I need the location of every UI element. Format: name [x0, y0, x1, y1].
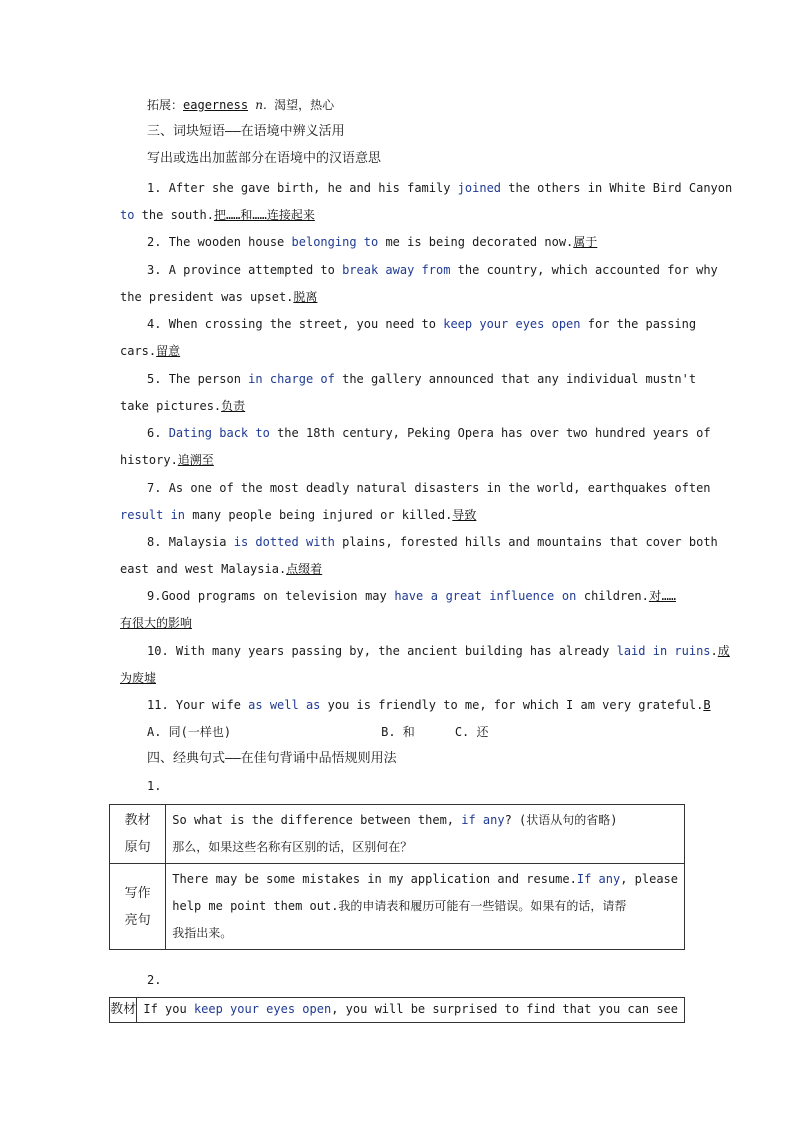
answer: 有很大的影响: [120, 616, 193, 630]
table1-number: 1.: [147, 779, 162, 793]
answer: B: [703, 698, 711, 712]
answer: 留意: [156, 344, 181, 358]
option-c: C. 还: [454, 725, 489, 739]
answer: 对……: [648, 589, 677, 603]
item-6-line2: history.追溯至: [120, 453, 214, 467]
table-header-cell: 教材: [110, 998, 137, 1023]
item-5-line1: 5. The person in charge of the gallery announced that any individual mustn't: [147, 372, 697, 386]
item-4-line1: 4. When crossing the street, you need to keep your eyes open for the passing: [147, 317, 697, 331]
answer: 点缀着: [286, 562, 323, 576]
answer: 成: [717, 644, 730, 658]
answer: 为废墟: [120, 671, 157, 685]
table-header-cell: 写作 亮句: [110, 864, 166, 950]
answer: 脱离: [293, 290, 318, 304]
table-row: [110, 998, 685, 1023]
item-8-line1: 8. Malaysia is dotted with plains, forested hills and mountains that cover both: [147, 535, 718, 549]
item-7-line2: result in many people being injured or killed.导致: [120, 508, 477, 522]
table-header-cell: 教材 原句: [110, 805, 166, 864]
sentence-table-1: [109, 804, 685, 950]
item-7-line1: 7. As one of the most deadly natural disasters in the world, earthquakes often: [147, 481, 711, 495]
table-content-cell: So what is the difference between them, if any? (状语从句的省略) 那么，如果这些名称有区别的话，区别何在？: [166, 805, 685, 864]
item-6-line1: 6. Dating back to the 18th century, Peking Opera has over two hundred years of: [147, 426, 711, 440]
extension-line: 拓展：eagerness n. 渴望，热心: [147, 98, 335, 112]
table-content-cell: There may be some mistakes in my application and resume.If any, please help me point them out.我的申请表和履历可能有一些错误。如果有的话，请帮 我指出来。: [166, 864, 685, 950]
answer: 把……和……连接起来: [213, 208, 315, 222]
item-2-line1: 2. The wooden house belonging to me is being decorated now.属于: [147, 235, 598, 249]
item-9-line2: [120, 615, 676, 631]
item-3-line1: 3. A province attempted to break away from the country, which accounted for why: [147, 263, 718, 277]
section3-instruction: 写出或选出加蓝部分在语境中的汉语意思: [147, 151, 382, 166]
answer: 负责: [221, 399, 246, 413]
table-row: [110, 805, 685, 864]
item-10-line2: [120, 670, 676, 686]
sentence-table-2: [109, 997, 685, 1023]
item-11-options: [147, 724, 676, 740]
option-a: A. 同(一样也): [147, 725, 232, 739]
item-1-line1: 1. After she gave birth, he and his family joined the others in White Bird Canyon: [147, 181, 733, 195]
section4-title: 四、经典句式——在佳句背诵中品悟规则用法: [147, 751, 397, 766]
table-content-cell: If you keep your eyes open, you will be surprised to find that you can see: [137, 998, 685, 1023]
section3-title: 三、词块短语——在语境中辨义活用: [147, 124, 345, 139]
item-5-line2: take pictures.负责: [120, 399, 246, 413]
answer: 导致: [452, 508, 477, 522]
item-3-line2: the president was upset.脱离: [120, 290, 318, 304]
table-row: [110, 864, 685, 950]
item-10-line1: 10. With many years passing by, the ancient building has already laid in ruins.成: [147, 644, 730, 658]
option-b: B. 和: [381, 725, 415, 739]
item-8-line2: east and west Malaysia.点缀着: [120, 562, 323, 576]
table2-number: 2.: [147, 973, 162, 987]
item-1-line2: to the south.把……和……连接起来: [120, 208, 315, 222]
item-9-line1: 9.Good programs on television may have a great influence on children.对……: [147, 589, 677, 603]
answer: 属于: [573, 235, 598, 249]
item-11-line1: 11. Your wife as well as you is friendly to me, for which I am very grateful.B: [147, 698, 711, 712]
answer: 追溯至: [177, 453, 214, 467]
item-4-line2: cars.留意: [120, 344, 181, 358]
